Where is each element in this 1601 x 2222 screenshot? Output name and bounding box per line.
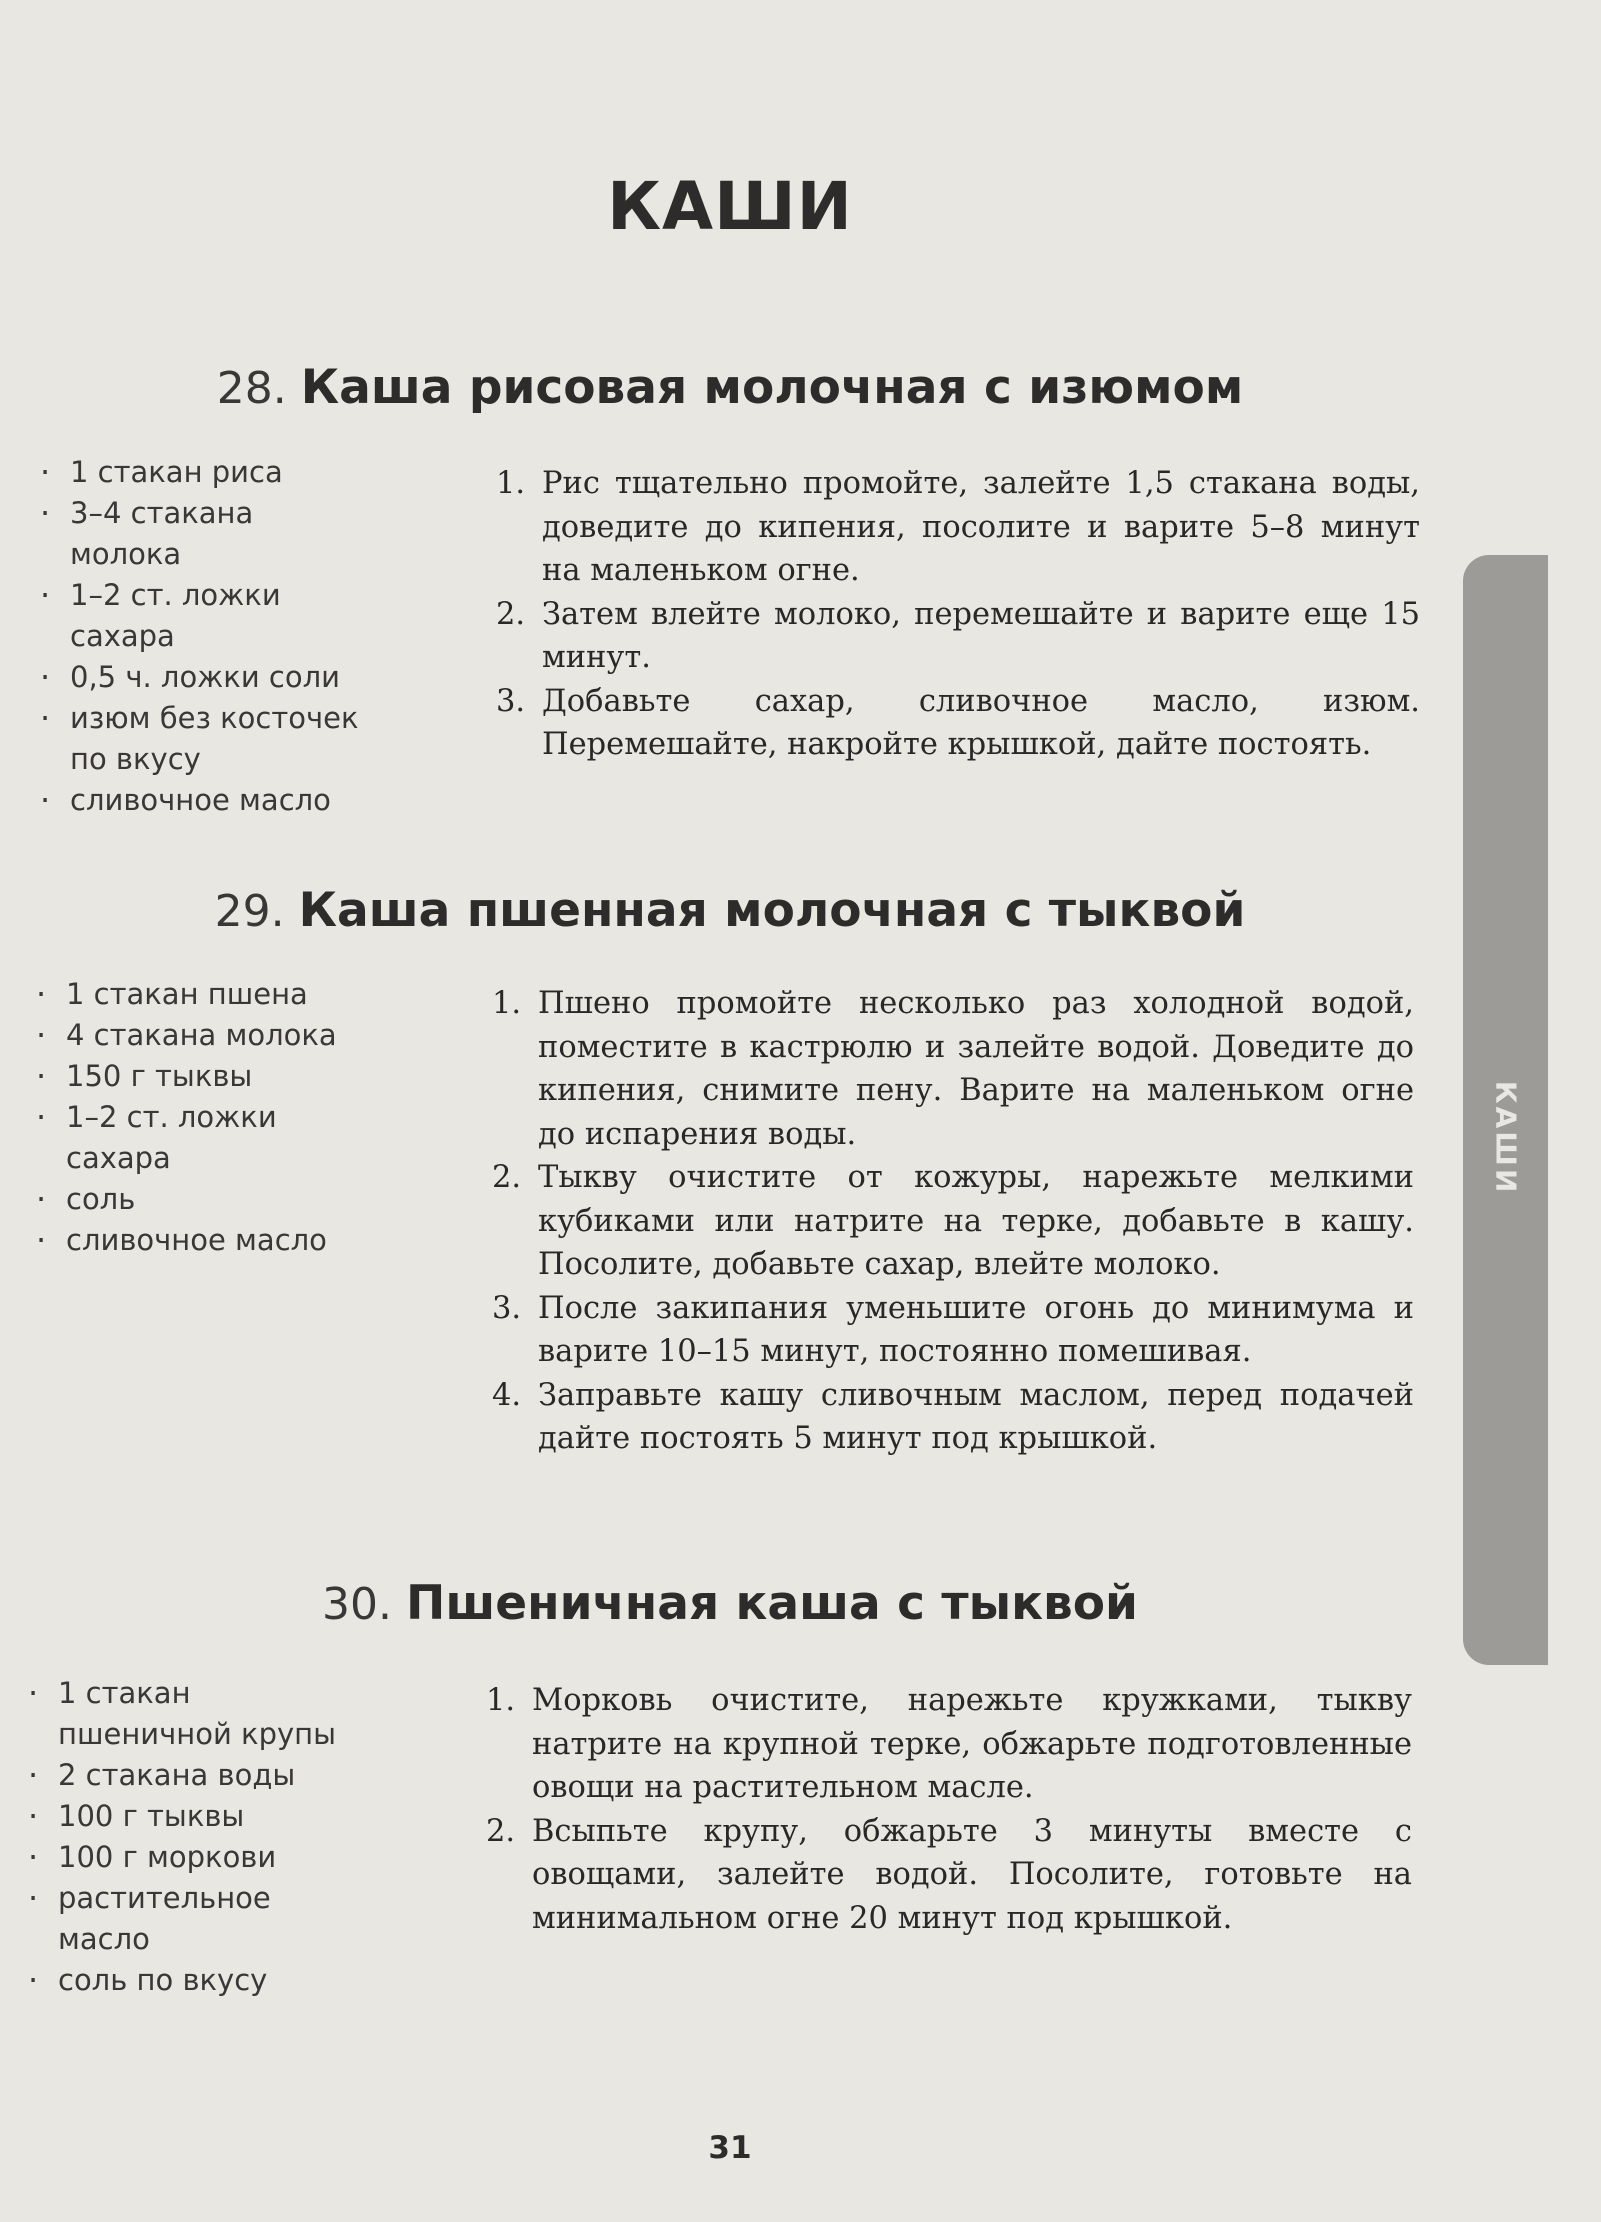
ingredient-item: · 3–4 стакана молока xyxy=(38,493,368,575)
ingredient-item: · 1–2 ст. ложки сахара xyxy=(34,1097,364,1179)
step-number: 4. xyxy=(492,1377,522,1413)
step-number: 3. xyxy=(496,683,526,719)
ingredient-item: · соль xyxy=(34,1179,364,1220)
recipe-number: 28. xyxy=(216,363,287,414)
recipe-name: Каша пшенная молочная с тыквой xyxy=(298,883,1246,938)
recipe-heading-30 xyxy=(0,1576,1460,1631)
ingredients-list-30 xyxy=(26,1673,356,2001)
ingredients-list-28 xyxy=(38,452,368,821)
recipe-number: 30. xyxy=(322,1579,392,1630)
page-number: 31 xyxy=(708,2130,752,2166)
recipe-heading-29 xyxy=(0,883,1460,938)
section-side-tab xyxy=(1463,555,1548,1665)
step-item xyxy=(492,1374,1414,1461)
ingredient-item: · 1 стакан риса xyxy=(38,452,368,493)
step-number: 2. xyxy=(496,596,526,632)
step-item xyxy=(486,1679,1412,1810)
step-text: Рис тщательно промойте, залейте 1,5 стакана воды, доведите до кипения, посолите и варите 5–8 минут на маленьком огне. xyxy=(542,466,1420,588)
recipe-name: Пшеничная каша с тыквой xyxy=(406,1576,1138,1631)
step-text: После закипания уменьшите огонь до минимума и варите 10–15 минут, постоянно помешивая. xyxy=(538,1290,1414,1369)
side-tab-label: КАШИ xyxy=(1489,1080,1522,1196)
ingredient-item: · 0,5 ч. ложки соли xyxy=(38,657,368,698)
recipe-name: Каша рисовая молочная с изюмом xyxy=(300,360,1244,415)
step-item xyxy=(496,593,1420,680)
ingredient-item: · 150 г тыквы xyxy=(34,1056,364,1097)
ingredient-item: · 4 стакана молока xyxy=(34,1015,364,1056)
step-text: Тыкву очистите от кожуры, нарежьте мелкими кубиками или натрите на терке, добавьте в кашу. Посолите, добавьте сахар, влейте молоко. xyxy=(538,1160,1414,1282)
ingredient-item: · изюм без косточек по вкусу xyxy=(38,698,368,780)
ingredient-item: · 2 стакана воды xyxy=(26,1755,356,1796)
ingredients-list-29 xyxy=(34,974,364,1261)
ingredient-item: · соль по вкусу xyxy=(26,1960,356,2001)
step-item xyxy=(486,1810,1412,1941)
step-text: Пшено промойте несколько раз холодной водой, поместите в кастрюлю и залейте водой. Доведите до кипения, снимите пену. Варите на маленьком огне до испарения воды. xyxy=(538,986,1414,1152)
steps-list-28 xyxy=(496,462,1420,767)
step-text: Морковь очистите, нарежьте кружками, тыкву натрите на крупной терке, обжарьте подготовленные овощи на растительном масле. xyxy=(532,1683,1412,1805)
step-number: 2. xyxy=(492,1160,522,1195)
step-number: 2. xyxy=(486,1813,516,1849)
page-title: КАШИ xyxy=(607,168,853,245)
ingredient-item: · 100 г тыквы xyxy=(26,1796,356,1837)
step-item xyxy=(492,982,1414,1156)
step-text: Заправьте кашу сливочным маслом, перед подачей дайте постоять 5 минут под крышкой. xyxy=(538,1377,1414,1456)
step-item xyxy=(492,1287,1414,1374)
steps-list-29 xyxy=(492,982,1414,1461)
steps-list-30 xyxy=(486,1679,1412,1940)
step-number: 1. xyxy=(486,1683,516,1718)
recipe-number: 29. xyxy=(214,886,285,937)
step-item xyxy=(496,462,1420,593)
step-text: Всыпьте крупу, обжарьте 3 минуты вместе с овощами, залейте водой. Посолите, готовьте на минимальном огне 20 минут под крышкой. xyxy=(532,1813,1412,1936)
ingredient-item: · сливочное масло xyxy=(34,1220,364,1261)
step-item xyxy=(492,1156,1414,1287)
ingredient-item: · растительное масло xyxy=(26,1878,356,1960)
ingredient-item: · 1 стакан пшена xyxy=(34,974,364,1015)
step-text: Затем влейте молоко, перемешайте и варите еще 15 минут. xyxy=(542,596,1420,675)
step-number: 1. xyxy=(492,986,522,1021)
step-text: Добавьте сахар, сливочное масло, изюм. Перемешайте, накройте крышкой, дайте постоять. xyxy=(542,683,1420,762)
ingredient-item: · 1 стакан пшеничной крупы xyxy=(26,1673,356,1755)
step-item xyxy=(496,680,1420,767)
ingredient-item: · 1–2 ст. ложки сахара xyxy=(38,575,368,657)
ingredient-item: · 100 г моркови xyxy=(26,1837,356,1878)
step-number: 3. xyxy=(492,1290,522,1326)
step-number: 1. xyxy=(496,466,526,501)
recipe-heading-28 xyxy=(0,360,1460,415)
ingredient-item: · сливочное масло xyxy=(38,780,368,821)
